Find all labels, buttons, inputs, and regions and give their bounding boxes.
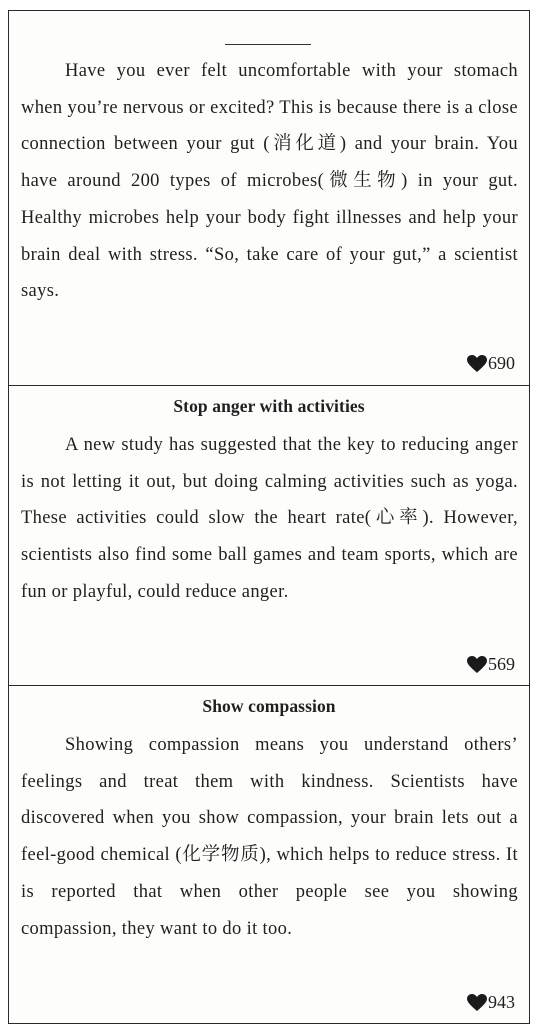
heart-icon (467, 355, 487, 373)
like-count: 569 (488, 654, 515, 674)
section-body: A new study has suggested that the key to reducing anger is not letting it out, but doing calming activities such as yoga. These activities could slow the heart rate(心率). However, scientists also find some ball games and team sports, which are fun or playful, could reduce anger. (21, 435, 518, 602)
section-gut-brain (9, 11, 529, 385)
section-body: Showing compassion means you understand others’ feelings and treat them with kindness. Scientists have discovered when you show compassion, your brain lets out a feel-good chemical (化学物质), which helps to reduce stress. It is reported that when other people see you showing compassion, they want to do it too. (21, 735, 518, 939)
section-stop-anger (9, 385, 529, 686)
section-body: Have you ever felt uncomfortable with your stomach when you’re nervous or excited? This is because there is a close connection between your gut (消化道) and your brain. You have around 200 types of microbes(微生物) in your gut. Healthy microbes help your body fight illnesses and help your brain deal with stress. “So, take care of your gut,” a scientist says. (21, 61, 518, 302)
article-frame (8, 10, 530, 1024)
section-heading: Stop anger with activities (173, 396, 365, 416)
top-divider (225, 44, 311, 45)
heart-icon (467, 994, 487, 1012)
section-show-compassion (9, 685, 529, 1026)
like-counter[interactable] (467, 654, 515, 675)
like-counter[interactable] (467, 353, 515, 374)
like-count: 690 (488, 353, 515, 373)
heart-icon (467, 656, 487, 674)
section-heading: Show compassion (202, 696, 336, 716)
like-counter[interactable] (467, 992, 515, 1013)
like-count: 943 (488, 992, 515, 1012)
